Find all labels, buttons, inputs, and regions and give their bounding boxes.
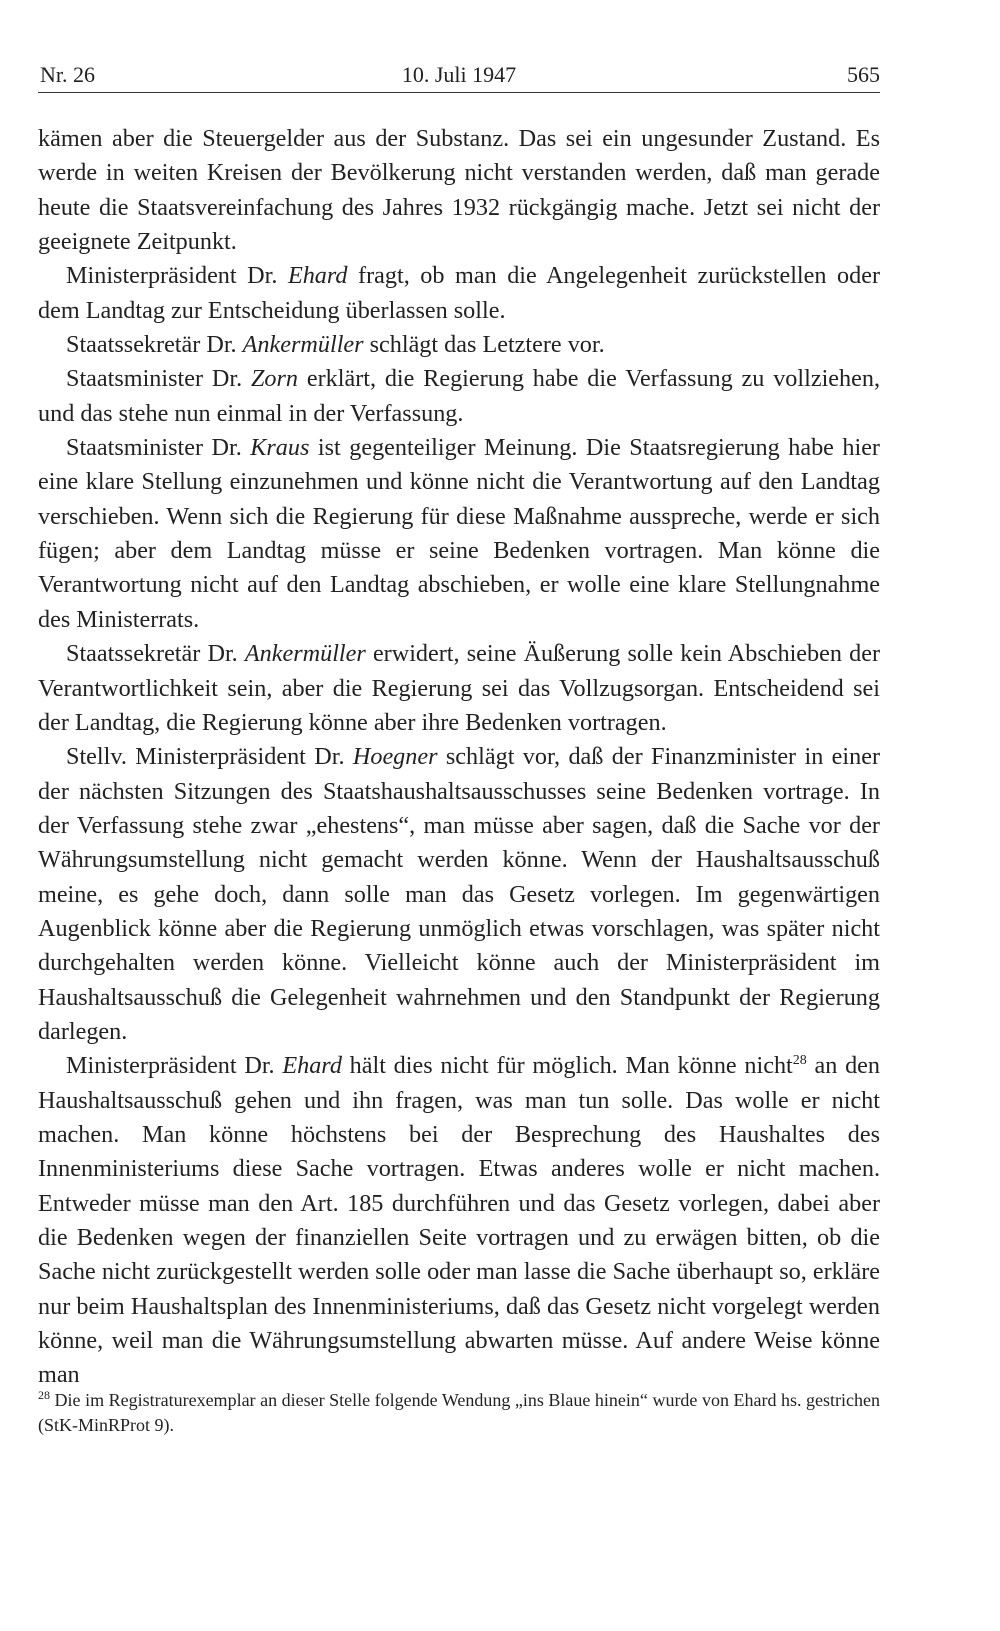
running-header <box>38 58 880 93</box>
text-segment: Staatssekretär Dr. <box>66 640 245 668</box>
paragraph <box>38 122 880 259</box>
text-segment: hält dies nicht für möglich. Man könne nicht <box>341 1052 793 1080</box>
text-segment: fragt, ob man die Angelegenheit zurückstellen oder dem Landtag zur Entscheidung überlassen solle. <box>38 262 880 324</box>
text-segment: erklärt, die Regierung habe die Verfassung zu vollziehen, und das stehe nun einmal in der Verfassung. <box>38 365 881 427</box>
speaker-name: Ehard <box>282 1052 342 1080</box>
text-segment: Staatsminister Dr. <box>66 434 251 462</box>
text-segment: schlägt vor, daß der Finanzminister in einer der nächsten Sitzungen des Staatshaushaltsausschusses seine Bedenken vortrage. In der Verfassung stehe zwar „ehestens“, man müsse aber sagen, daß die Sache vor der Währungsumstellung nicht gemacht werden könne. Wenn der Haushaltsausschuß meine, es gehe doch, dann solle man das Gesetz vorlegen. Im gegenwärtigen Augenblick könne aber die Regierung unmöglich etwas vorschlagen, was später nicht durchgehalten werden könne. Vielleicht könne auch der Ministerpräsident im Haushaltsausschuß die Gelegenheit wahrnehmen und den Standpunkt der Regierung darlegen. <box>38 743 880 1045</box>
footnote-text: Die im Registraturexemplar an dieser Stelle folgende Wendung „ins Blaue hinein“ wurde von Ehard hs. gestrichen (StK-MinRProt 9). <box>38 1390 881 1435</box>
footnote-marker: 28 <box>38 1388 50 1402</box>
speaker-name: Zorn <box>250 365 299 393</box>
text-segment: an den Haushaltsausschuß gehen und ihn fragen, was man tun solle. Das wolle er nicht machen. Man könne höchstens bei der Besprechung des Haushaltes des Innenministeriums diese Sache vortragen. Etwas anderes wolle er nicht machen. Entweder müsse man den Art. 185 durchführen und das Gesetz vorlegen, dabei aber die Bedenken wegen der finanziellen Seite vortragen und zu erwägen bitten, ob die Sache nicht zurückgestellt werden solle oder man lasse die Sache überhaupt so, erkläre nur beim Haushaltsplan des Innenministeriums, daß das Gesetz nicht vorgelegt werden könne, weil man die Währungsumstellung abwarten müsse. Auf andere Weise könne man <box>38 1052 880 1389</box>
footnote-reference: 28 <box>792 1053 807 1069</box>
text-segment: kämen aber die Steuergelder aus der Substanz. Das sei ein ungesunder Zustand. Es werde in weiten Kreisen der Bevölkerung nicht verstanden werden, daß man gerade heute die Staatsvereinfachung des Jahres 1932 rückgängig mache. Jetzt sei nicht der geeignete Zeitpunkt. <box>38 125 880 256</box>
main-text <box>38 122 880 1393</box>
text-segment: erwidert, seine Äußerung solle kein Abschieben der Verantwortlichkeit sein, aber die Regierung sei das Vollzugsorgan. Entscheidend sei der Landtag, die Regierung könne aber ihre Bedenken vortragen. <box>38 640 880 736</box>
text-segment: Ministerpräsident Dr. <box>66 1052 283 1080</box>
paragraph <box>38 431 880 637</box>
speaker-name: Hoegner <box>352 743 438 771</box>
text-segment: Staatssekretär Dr. <box>66 331 243 359</box>
paragraph <box>38 259 880 328</box>
paragraph <box>38 1049 880 1392</box>
header-date: 10. Juli 1947 <box>401 62 517 87</box>
speaker-name: Kraus <box>250 434 310 462</box>
text-segment: Staatsminister Dr. <box>66 365 251 393</box>
text-segment: schlägt das Letztere vor. <box>363 331 605 359</box>
issue-number: Nr. 26 <box>40 62 95 87</box>
text-segment: Ministerpräsident Dr. <box>66 262 288 290</box>
page-number: 565 <box>847 62 880 87</box>
speaker-name: Ankermüller <box>244 640 366 668</box>
speaker-name: Ehard <box>287 262 348 290</box>
paragraph <box>38 637 880 740</box>
speaker-name: Ankermüller <box>242 331 364 359</box>
paragraph <box>38 328 880 362</box>
footnote <box>38 1388 880 1438</box>
text-segment: ist gegenteiliger Meinung. Die Staatsregierung habe hier eine klare Stellung einzunehmen und könne nicht die Verantwortung auf den Landtag verschieben. Wenn sich die Regierung für diese Maßnahme ausspreche, werde er sich fügen; aber dem Landtag müsse er seine Bedenken vortragen. Man könne die Verantwortung nicht auf den Landtag abschieben, er wolle eine klare Stellungnahme des Ministerrats. <box>38 434 880 633</box>
paragraph <box>38 740 880 1049</box>
text-segment: Stellv. Ministerpräsident Dr. <box>66 743 353 771</box>
paragraph <box>38 362 880 431</box>
